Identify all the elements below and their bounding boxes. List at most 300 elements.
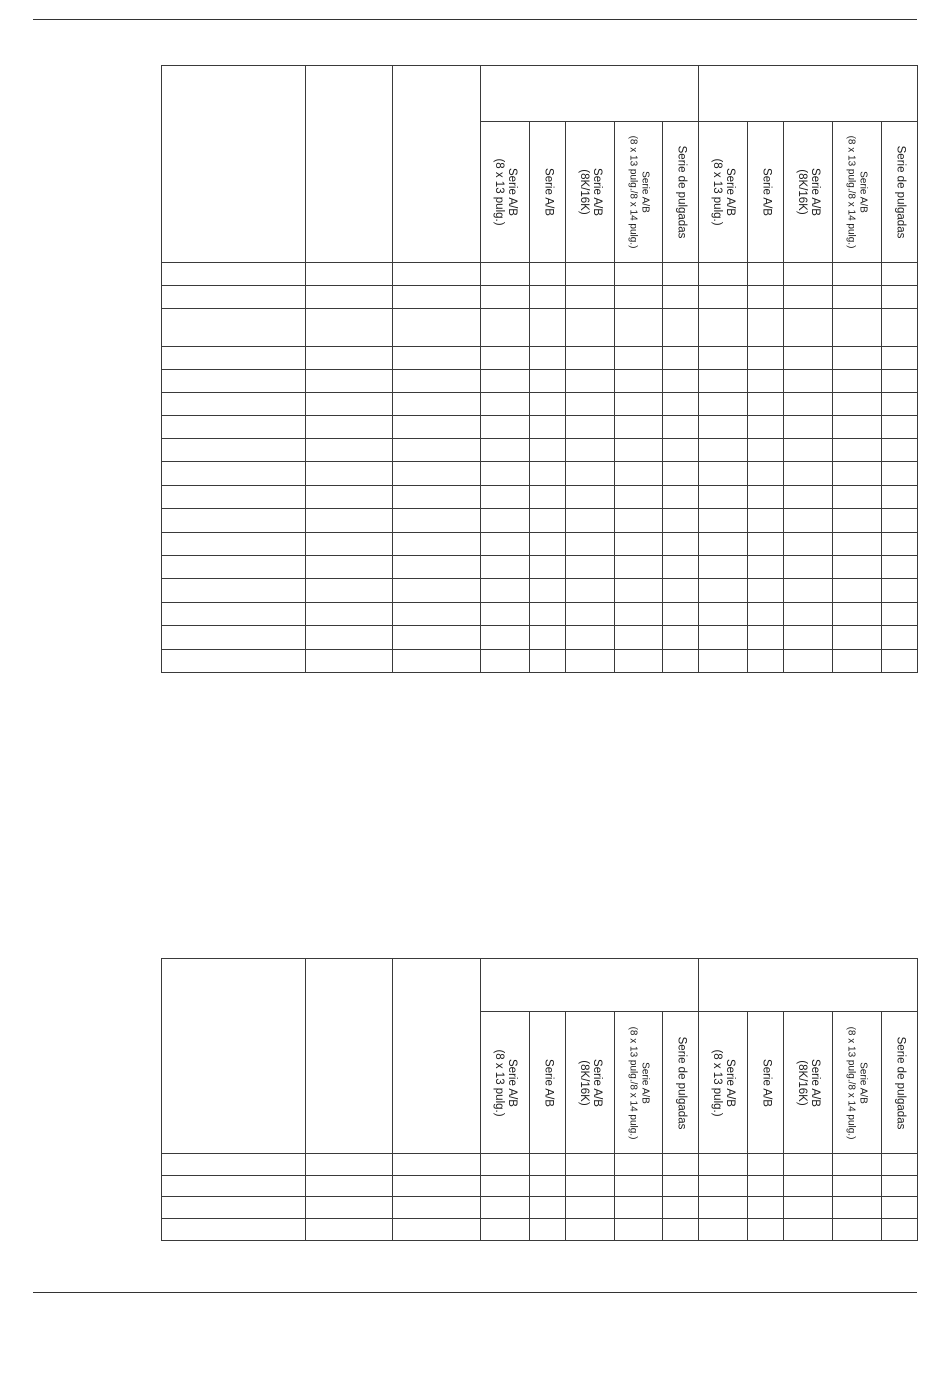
column-header-text: (8 x 13 pulg.) xyxy=(493,158,505,226)
table-cell xyxy=(615,650,663,673)
table-cell xyxy=(833,462,882,486)
table-cell xyxy=(481,533,530,556)
table-cell xyxy=(699,533,748,556)
table-cell xyxy=(393,626,481,650)
table-cell xyxy=(162,603,306,626)
table-cell xyxy=(530,1176,566,1197)
table-cell xyxy=(663,626,699,650)
table-cell xyxy=(162,416,306,439)
column-header-text: (8K/16K) xyxy=(578,1059,590,1106)
column-header-text: (8K/16K) xyxy=(796,169,809,215)
table-cell xyxy=(784,393,833,416)
column-header-cell xyxy=(882,122,918,263)
table-row xyxy=(162,1154,918,1176)
table-cell xyxy=(566,650,615,673)
table-cell xyxy=(393,650,481,673)
table-cell xyxy=(306,650,393,673)
column-header-label xyxy=(541,168,554,216)
table-cell xyxy=(748,439,784,462)
table-cell xyxy=(748,347,784,370)
table-cell xyxy=(699,650,748,673)
table-cell xyxy=(748,1154,784,1176)
column-header-label xyxy=(492,158,518,225)
table-cell xyxy=(162,509,306,533)
table-cell xyxy=(566,486,615,509)
table-cell xyxy=(530,603,566,626)
table-cell xyxy=(748,533,784,556)
table-cell xyxy=(481,286,530,309)
column-header-text: (8 x 13 pulg./8 x 14 pulg.) xyxy=(846,1026,858,1139)
table-row xyxy=(162,509,918,533)
table-cell xyxy=(833,486,882,509)
table-cell xyxy=(530,347,566,370)
column-header-text: Serie A/B xyxy=(724,1058,737,1107)
group-header-row xyxy=(162,959,918,1012)
table-cell xyxy=(481,1219,530,1241)
table-cell xyxy=(882,393,918,416)
table-cell xyxy=(566,309,615,347)
table-cell xyxy=(566,603,615,626)
table-cell xyxy=(748,626,784,650)
table-cell xyxy=(663,263,699,286)
table-cell xyxy=(530,486,566,509)
table-cell xyxy=(748,462,784,486)
table-cell xyxy=(699,626,748,650)
table-cell xyxy=(566,1154,615,1176)
table-cell xyxy=(784,1219,833,1241)
table-cell xyxy=(663,462,699,486)
column-header-label xyxy=(710,1049,736,1116)
table-cell xyxy=(663,347,699,370)
column-header-cell xyxy=(784,122,833,263)
table-cell xyxy=(393,462,481,486)
table-cell xyxy=(530,416,566,439)
table-cell xyxy=(784,370,833,393)
table-row xyxy=(162,462,918,486)
table-cell xyxy=(481,416,530,439)
table-cell xyxy=(306,416,393,439)
table-cell xyxy=(306,462,393,486)
table-cell xyxy=(393,1197,481,1219)
column-header-text: (8K/16K) xyxy=(796,1059,809,1106)
table-cell xyxy=(699,603,748,626)
table-cell xyxy=(663,1154,699,1176)
column-header-text: Serie A/B xyxy=(506,168,519,216)
table-cell xyxy=(306,486,393,509)
column-header-label xyxy=(795,168,821,216)
table-cell xyxy=(663,416,699,439)
table-cell xyxy=(699,263,748,286)
table-cell xyxy=(530,650,566,673)
column-header-cell xyxy=(481,122,530,263)
table-cell xyxy=(615,1176,663,1197)
table-cell xyxy=(784,439,833,462)
column-header-text: Serie A/B xyxy=(506,1058,519,1107)
table-cell xyxy=(615,462,663,486)
table-cell xyxy=(833,347,882,370)
table-cell xyxy=(530,1197,566,1219)
table-cell xyxy=(481,263,530,286)
table-cell xyxy=(663,439,699,462)
top-rule xyxy=(33,19,917,20)
table-cell xyxy=(306,347,393,370)
table-row xyxy=(162,309,918,347)
table-cell xyxy=(882,509,918,533)
table-cell xyxy=(663,393,699,416)
column-header-label xyxy=(577,168,603,216)
column-header-label xyxy=(627,136,650,249)
table-cell xyxy=(306,1219,393,1241)
table-cell xyxy=(784,1176,833,1197)
table-cell xyxy=(306,579,393,603)
table-cell xyxy=(530,579,566,603)
table-cell xyxy=(615,1197,663,1219)
table-cell xyxy=(566,1176,615,1197)
table-row xyxy=(162,603,918,626)
table-cell xyxy=(833,509,882,533)
table-cell xyxy=(833,1197,882,1219)
table-cell xyxy=(699,1219,748,1241)
table-cell xyxy=(882,1197,918,1219)
table-cell xyxy=(882,533,918,556)
bottom-rule xyxy=(33,1292,917,1293)
table-cell xyxy=(162,309,306,347)
table-cell xyxy=(882,626,918,650)
column-header-label xyxy=(759,1059,772,1107)
table-cell xyxy=(699,347,748,370)
table-cell xyxy=(784,626,833,650)
row-header-cell xyxy=(306,66,393,263)
column-header-label xyxy=(893,146,906,239)
table-cell xyxy=(748,1219,784,1241)
table-cell xyxy=(748,650,784,673)
column-header-cell xyxy=(699,122,748,263)
table-cell xyxy=(663,650,699,673)
table-cell xyxy=(306,556,393,579)
group-header-cell xyxy=(481,959,699,1012)
table-cell xyxy=(530,509,566,533)
table-cell xyxy=(833,439,882,462)
table-cell xyxy=(699,1197,748,1219)
table-cell xyxy=(566,579,615,603)
column-header-label xyxy=(674,146,687,239)
table-cell xyxy=(530,626,566,650)
table-cell xyxy=(530,393,566,416)
table-cell xyxy=(748,263,784,286)
column-header-label xyxy=(577,1059,603,1107)
table-cell xyxy=(882,1154,918,1176)
table-cell xyxy=(566,509,615,533)
column-header-text: Serie A/B xyxy=(639,1061,650,1104)
table-cell xyxy=(393,603,481,626)
table-cell xyxy=(833,286,882,309)
table-cell xyxy=(393,533,481,556)
column-header-label xyxy=(541,1059,554,1107)
table-cell xyxy=(748,603,784,626)
table-cell xyxy=(393,579,481,603)
table-cell xyxy=(833,393,882,416)
table-cell xyxy=(306,1197,393,1219)
table-cell xyxy=(663,603,699,626)
column-header-text: (8 x 13 pulg./8 x 14 pulg.) xyxy=(846,135,858,249)
table-cell xyxy=(882,286,918,309)
table-cell xyxy=(162,579,306,603)
table-cell xyxy=(699,1176,748,1197)
column-header-text: Serie A/B xyxy=(591,168,604,216)
table-row xyxy=(162,1176,918,1197)
column-header-label xyxy=(674,1036,687,1129)
row-header-cell xyxy=(393,959,481,1154)
table-row xyxy=(162,286,918,309)
column-header-text: (8 x 13 pulg./8 x 14 pulg.) xyxy=(627,1026,639,1139)
table-cell xyxy=(566,370,615,393)
row-header-cell xyxy=(162,66,306,263)
table-cell xyxy=(566,556,615,579)
table-cell xyxy=(699,579,748,603)
table-cell xyxy=(162,393,306,416)
column-header-cell xyxy=(566,1012,615,1154)
group-header-cell xyxy=(699,959,918,1012)
table-cell xyxy=(833,263,882,286)
table-cell xyxy=(882,370,918,393)
column-header-label xyxy=(846,136,869,249)
table-cell xyxy=(748,393,784,416)
table-cell xyxy=(748,1197,784,1219)
column-header-label xyxy=(627,1026,650,1139)
table-cell xyxy=(481,1176,530,1197)
table-cell xyxy=(663,1176,699,1197)
column-header-cell xyxy=(748,122,784,263)
table-cell xyxy=(833,650,882,673)
table-cell xyxy=(393,556,481,579)
table-cell xyxy=(530,556,566,579)
table-cell xyxy=(615,370,663,393)
row-header-cell xyxy=(162,959,306,1154)
table-cell xyxy=(663,286,699,309)
table-row xyxy=(162,1219,918,1241)
group-header-cell xyxy=(481,66,699,122)
table-cell xyxy=(393,509,481,533)
table-cell xyxy=(882,579,918,603)
table-cell xyxy=(833,556,882,579)
column-header-text: (8K/16K) xyxy=(578,169,590,215)
column-header-text: Serie A/B xyxy=(724,168,737,216)
column-header-text: Serie de pulgadas xyxy=(894,1036,907,1129)
table-cell xyxy=(162,1176,306,1197)
table-cell xyxy=(615,416,663,439)
table-cell xyxy=(566,439,615,462)
table-cell xyxy=(784,462,833,486)
column-header-cell xyxy=(663,122,699,263)
table-cell xyxy=(615,263,663,286)
table-cell xyxy=(566,263,615,286)
table-cell xyxy=(530,533,566,556)
table-cell xyxy=(393,263,481,286)
table-cell xyxy=(566,626,615,650)
table-cell xyxy=(481,1197,530,1219)
table-row xyxy=(162,370,918,393)
table-cell xyxy=(162,486,306,509)
column-header-cell xyxy=(833,122,882,263)
table-row xyxy=(162,650,918,673)
table-cell xyxy=(699,439,748,462)
column-header-text: (8 x 13 pulg.) xyxy=(493,1048,505,1117)
table-cell xyxy=(162,1154,306,1176)
column-header-cell xyxy=(784,1012,833,1154)
table-cell xyxy=(615,286,663,309)
table-cell xyxy=(784,347,833,370)
table-cell xyxy=(699,1154,748,1176)
table-cell xyxy=(882,603,918,626)
table-cell xyxy=(784,1154,833,1176)
table-cell xyxy=(306,603,393,626)
column-header-cell xyxy=(882,1012,918,1154)
column-header-cell xyxy=(530,1012,566,1154)
table-cell xyxy=(393,416,481,439)
table-cell xyxy=(882,650,918,673)
table-cell xyxy=(615,626,663,650)
paper-size-table-1 xyxy=(161,65,918,673)
table-row xyxy=(162,416,918,439)
table-cell xyxy=(481,603,530,626)
table-cell xyxy=(530,1219,566,1241)
table-cell xyxy=(699,393,748,416)
table-cell xyxy=(393,393,481,416)
column-header-label xyxy=(710,158,736,225)
table-cell xyxy=(748,579,784,603)
table-cell xyxy=(699,286,748,309)
table-cell xyxy=(784,486,833,509)
table-cell xyxy=(784,650,833,673)
table-cell xyxy=(530,263,566,286)
table-cell xyxy=(784,509,833,533)
table-cell xyxy=(784,1197,833,1219)
table-row xyxy=(162,486,918,509)
column-header-text: Serie de pulgadas xyxy=(675,1036,688,1129)
table-cell xyxy=(393,309,481,347)
column-header-text: Serie A/B xyxy=(809,1058,822,1107)
column-header-cell xyxy=(748,1012,784,1154)
table-cell xyxy=(530,439,566,462)
table-cell xyxy=(882,347,918,370)
table-cell xyxy=(615,486,663,509)
table-cell xyxy=(481,1154,530,1176)
table-cell xyxy=(699,556,748,579)
table-row xyxy=(162,556,918,579)
table-cell xyxy=(481,309,530,347)
table-cell xyxy=(393,347,481,370)
table-cell xyxy=(748,486,784,509)
table-cell xyxy=(699,486,748,509)
table-cell xyxy=(615,347,663,370)
group-header-cell xyxy=(699,66,918,122)
column-header-label xyxy=(795,1059,821,1107)
table-cell xyxy=(306,1154,393,1176)
table-cell xyxy=(663,579,699,603)
table-row xyxy=(162,533,918,556)
table-cell xyxy=(699,462,748,486)
table-cell xyxy=(833,309,882,347)
table-cell xyxy=(784,416,833,439)
column-header-text: Serie A/B xyxy=(857,1061,869,1104)
table-row xyxy=(162,626,918,650)
column-header-text: Serie A/B xyxy=(760,1058,773,1107)
paper-size-table-2 xyxy=(161,958,918,1241)
table-cell xyxy=(481,626,530,650)
table-cell xyxy=(615,579,663,603)
table-cell xyxy=(393,1219,481,1241)
table-cell xyxy=(162,462,306,486)
table-cell xyxy=(699,416,748,439)
table-cell xyxy=(481,347,530,370)
table-cell xyxy=(748,1176,784,1197)
table-cell xyxy=(162,370,306,393)
table-cell xyxy=(882,439,918,462)
table-cell xyxy=(833,416,882,439)
table-cell xyxy=(306,370,393,393)
table-cell xyxy=(566,416,615,439)
table-cell xyxy=(393,1154,481,1176)
table-cell xyxy=(481,462,530,486)
table-cell xyxy=(784,579,833,603)
table-cell xyxy=(530,309,566,347)
column-header-text: Serie A/B xyxy=(542,1058,555,1107)
table-row xyxy=(162,347,918,370)
table-cell xyxy=(748,416,784,439)
table-cell xyxy=(833,1219,882,1241)
table-cell xyxy=(566,533,615,556)
table-cell xyxy=(882,309,918,347)
table-cell xyxy=(481,556,530,579)
table-cell xyxy=(663,509,699,533)
table-cell xyxy=(162,1197,306,1219)
table-row xyxy=(162,263,918,286)
column-header-text: Serie A/B xyxy=(857,171,869,213)
column-header-text: Serie A/B xyxy=(591,1058,604,1107)
table-cell xyxy=(663,556,699,579)
column-header-cell xyxy=(615,122,663,263)
column-header-label xyxy=(846,1026,869,1139)
table-cell xyxy=(306,309,393,347)
column-header-text: Serie de pulgadas xyxy=(675,145,688,239)
group-header-row xyxy=(162,66,918,122)
table-cell xyxy=(393,370,481,393)
table-cell xyxy=(882,486,918,509)
table-cell xyxy=(481,579,530,603)
table-cell xyxy=(162,286,306,309)
table-cell xyxy=(663,309,699,347)
table-cell xyxy=(530,462,566,486)
column-header-cell xyxy=(833,1012,882,1154)
table-cell xyxy=(481,650,530,673)
table-cell xyxy=(306,263,393,286)
table-cell xyxy=(306,439,393,462)
table-cell xyxy=(748,286,784,309)
table-cell xyxy=(663,1197,699,1219)
table-cell xyxy=(162,439,306,462)
table-cell xyxy=(566,462,615,486)
table-cell xyxy=(784,309,833,347)
table-cell xyxy=(393,286,481,309)
table-cell xyxy=(162,263,306,286)
table-cell xyxy=(784,603,833,626)
table-cell xyxy=(663,1219,699,1241)
column-header-cell xyxy=(481,1012,530,1154)
table-cell xyxy=(615,439,663,462)
table-cell xyxy=(615,509,663,533)
table-cell xyxy=(882,556,918,579)
row-header-cell xyxy=(393,66,481,263)
